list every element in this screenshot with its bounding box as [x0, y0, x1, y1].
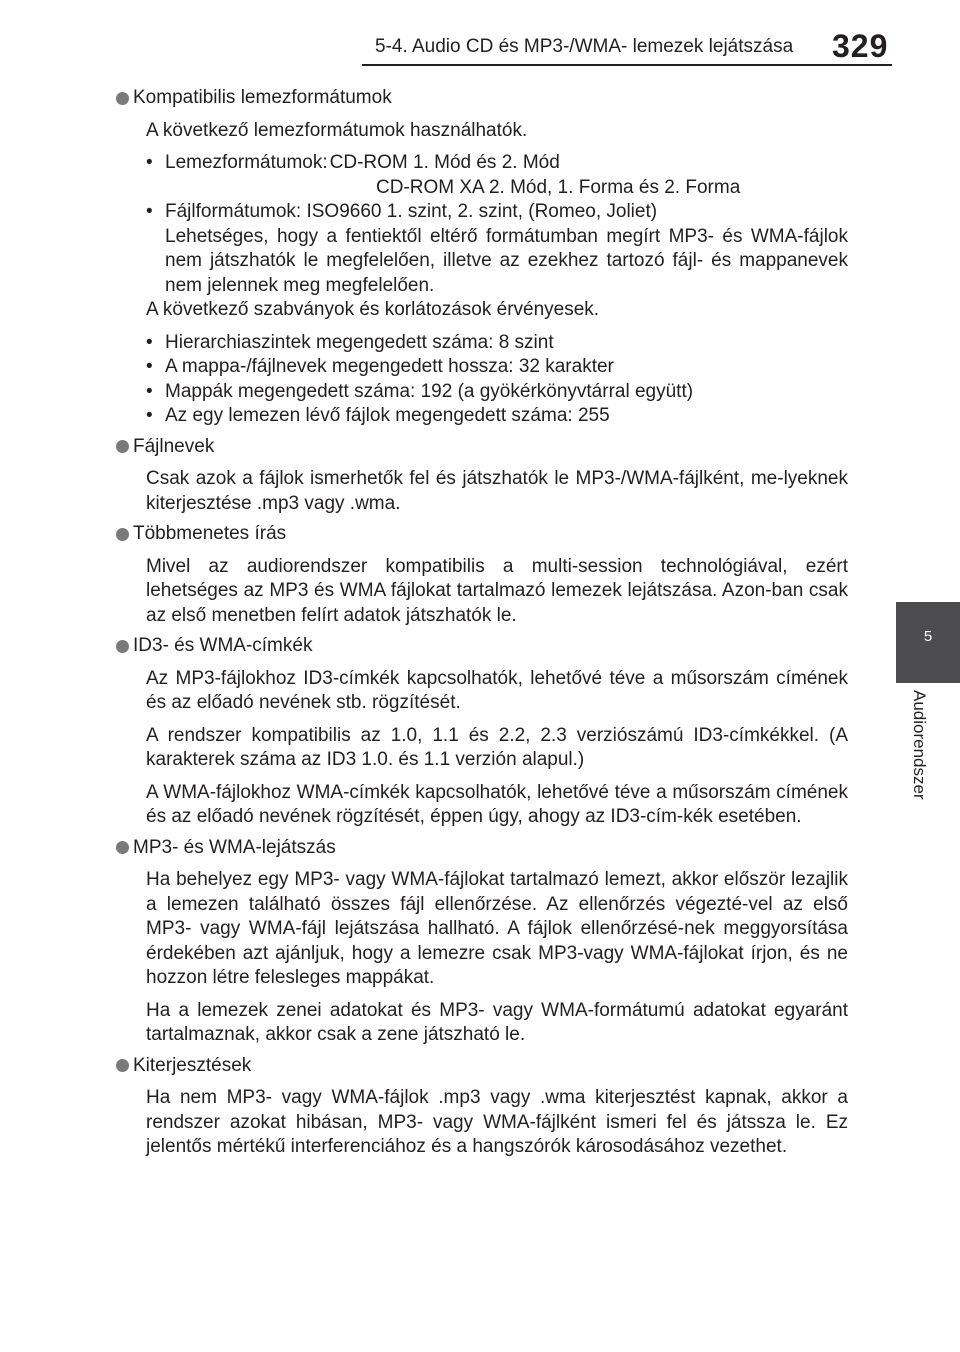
section-heading: [112, 1054, 848, 1079]
paragraph: A rendszer kompatibilis az 1.0, 1.1 és 2.2, 2.3 verziószámú ID3-címkékkel. (A karakterek száma az ID3 1.0. és 1.1 verzión alapul.): [146, 724, 848, 770]
paragraph: Csak azok a fájlok ismerhetők fel és játszhatók le MP3-/WMA-fájlként, me-lyeknek kiterjesztése .mp3 vagy .wma.: [146, 468, 848, 514]
bullet-icon: [116, 841, 129, 854]
paragraph: A következő szabványok és korlátozások érvényesek.: [146, 299, 600, 320]
page-content: [112, 86, 848, 1160]
bullet-icon: [116, 92, 129, 105]
item-value: CD-ROM XA 2. Mód, 1. Forma és 2. Forma: [376, 176, 741, 198]
section-compatible-formats: [112, 86, 848, 429]
section-id3-tags: [112, 634, 848, 830]
paragraph: A WMA-fájlokhoz WMA-címkék kapcsolhatók, lehetővé téve a műsorszám címének és az előadó nevének rögzítését, éppen úgy, ahogy az ID3-cím-kék esetében.: [146, 781, 848, 827]
section-title: Kompatibilis lemezformátumok: [133, 87, 392, 108]
list-item: • A mappa-/fájlnevek megengedett hossza: 32 karakter: [146, 355, 848, 380]
running-header: 5-4. Audio CD és MP3-/WMA- lemezek lejátszása: [375, 36, 794, 57]
section-title: MP3- és WMA-lejátszás: [133, 836, 336, 858]
page-number: 329: [832, 28, 889, 64]
item-note: Lehetséges, hogy a fentiektől eltérő formátumban megírt MP3- és WMA-fájlok nem játszhatók le megfelelően, illetve az ezekhez tartozó fájl- és mappanevek nem jelennek meg megfelelően.: [165, 225, 848, 296]
chapter-label: [885, 690, 959, 820]
format-list: [146, 151, 848, 298]
list-item: • Az egy lemezen lévő fájlok megengedett száma: 255: [146, 404, 848, 429]
limits-list: [146, 331, 848, 429]
list-item: • Mappák megengedett száma: 192 (a gyökérkönyvtárral együtt): [146, 380, 848, 405]
bullet-icon: [116, 640, 129, 653]
bullet-icon: [116, 440, 129, 453]
item-key: • Lemezformátumok:: [165, 152, 328, 173]
section-multisession: [112, 522, 848, 628]
list-item: [146, 200, 848, 298]
list-item: [146, 151, 848, 200]
paragraph: Az MP3-fájlokhoz ID3-címkék kapcsolhatók, lehetővé téve a műsorszám címének és az előadó nevének stb. rögzítését.: [146, 667, 848, 713]
section-heading: [112, 634, 848, 659]
header-divider: [362, 64, 892, 66]
chapter-number: 5: [923, 628, 933, 645]
bullet-icon: [116, 528, 129, 541]
section-file-names: [112, 435, 848, 517]
section-heading: [112, 435, 848, 460]
section-heading: [112, 522, 848, 547]
item-value: CD-ROM 1. Mód és 2. Mód: [329, 152, 560, 173]
paragraph: Ha nem MP3- vagy WMA-fájlok .mp3 vagy .wma kiterjesztést kapnak, akkor a rendszer azokat hibásan, MP3- vagy WMA-fájlként ismeri fel és játssza le. Ez jelentős mértékű interferenciához és a hangszórók károsodásához vezethet.: [146, 1087, 848, 1157]
section-heading: [112, 86, 848, 111]
section-title: ID3- és WMA-címkék: [133, 635, 313, 656]
section-title: Kiterjesztések: [133, 1054, 252, 1076]
chapter-label-text: Audiorendszer: [910, 690, 929, 800]
paragraph: Mivel az audiorendszer kompatibilis a multi-session technológiával, ezért lehetséges az MP3 és WMA fájlokat tartalmazó lemezek lejátszása. Azon-ban csak az első menetben felírt adatok játszhatók le.: [146, 555, 848, 626]
section-title: Fájlnevek: [133, 435, 215, 457]
section-playback: [112, 836, 848, 1048]
paragraph: A következő lemezformátumok használhatók.: [146, 119, 528, 141]
item-text: • Fájlformátumok: ISO9660 1. szint, 2. szint, (Romeo, Joliet): [165, 201, 658, 222]
chapter-tab: [896, 602, 960, 683]
section-title: Többmenetes írás: [133, 523, 287, 544]
section-heading: [112, 836, 848, 861]
paragraph: Ha a lemezek zenei adatokat és MP3- vagy WMA-formátumú adatokat egyaránt tartalmaznak, akkor csak a zene játszható le.: [146, 999, 848, 1045]
bullet-icon: [116, 1059, 129, 1072]
section-extensions: [112, 1054, 848, 1160]
list-item: • Hierarchiaszintek megengedett száma: 8 szint: [146, 331, 848, 356]
paragraph: Ha behelyez egy MP3- vagy WMA-fájlokat tartalmazó lemezt, akkor először lezajlik a lemezen található összes fájl ellenőrzése. Az ellenőrzés végezté-vel az első MP3- vagy WMA-fájl lejátszása hallható. A fájlok ellenőrzésé-nek meggyorsítása érdekében azt ajánljuk, hogy a lemezre csak MP3-vagy WMA-fájlokat írjon, és ne hozzon létre felesleges mappákat.: [146, 869, 848, 988]
